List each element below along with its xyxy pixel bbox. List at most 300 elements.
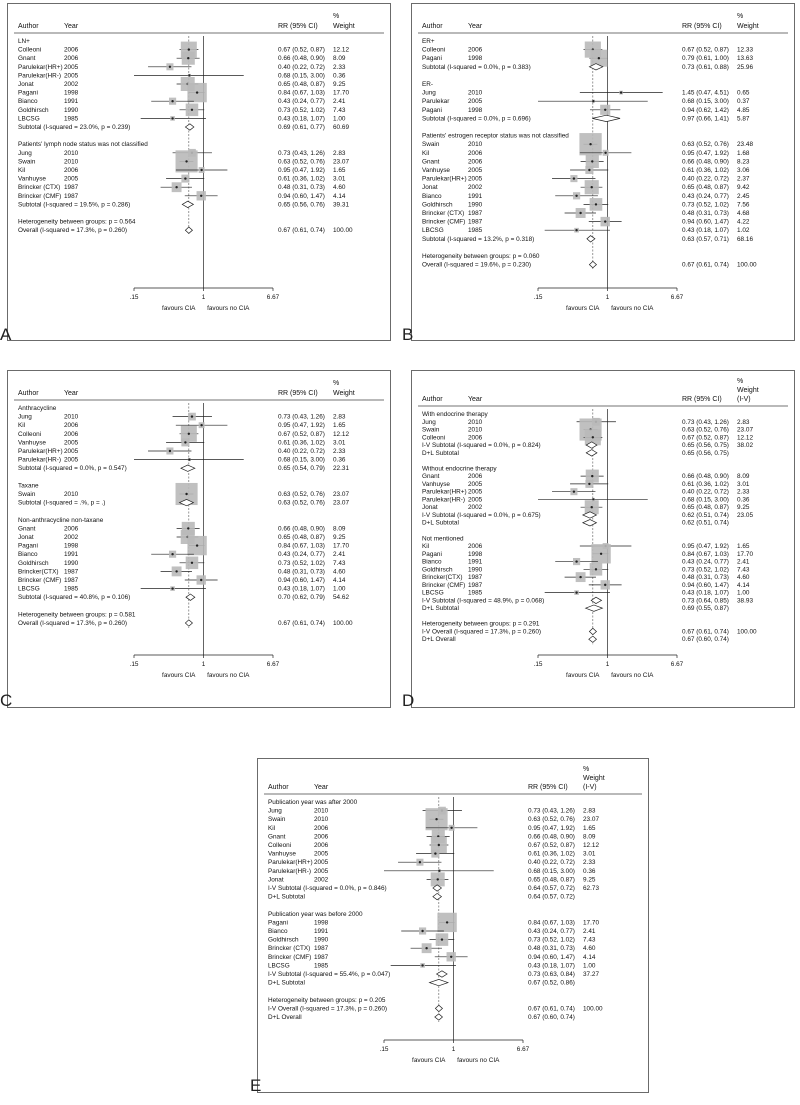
study-weight: 8.09 <box>583 833 596 841</box>
study-row <box>18 566 346 576</box>
study-weight: 9.42 <box>737 184 750 192</box>
study-year: 1987 <box>64 577 79 584</box>
study-year: 1991 <box>468 558 483 566</box>
study-year: 2005 <box>468 488 483 496</box>
point-estimate <box>604 220 606 222</box>
study-year: 2002 <box>468 504 483 512</box>
study-row <box>422 198 750 211</box>
subtotal-row <box>422 512 753 519</box>
study-weight: 9.25 <box>333 81 346 88</box>
study-author: Parulekar(HR-) <box>422 496 465 504</box>
subtotal-row <box>18 124 349 131</box>
study-rr: 0.73 (0.52, 1.02) <box>682 201 729 209</box>
overall-rr: 0.67 (0.60, 0.74) <box>528 1014 575 1021</box>
study-weight: 23.07 <box>583 816 599 824</box>
study-row <box>18 447 346 455</box>
study-row <box>268 962 596 969</box>
point-estimate <box>573 490 575 492</box>
study-weight: 2.33 <box>737 488 750 496</box>
study-rr: 0.40 (0.22, 0.72) <box>278 63 325 71</box>
study-author: Brincker (CTX) <box>422 210 465 217</box>
study-author: Colleoni <box>422 46 446 54</box>
header-author: Author <box>268 784 289 791</box>
study-weight: 1.00 <box>333 115 346 123</box>
study-weight: 12.12 <box>333 430 349 438</box>
study-author: Brincker (CMF) <box>422 218 466 226</box>
study-weight: 2.41 <box>333 551 346 559</box>
point-estimate <box>592 100 594 102</box>
subtotal-label: I-V Subtotal (I-squared = 0.0%, p = 0.675) <box>422 511 541 519</box>
subtotal-label: D+L Subtotal <box>422 519 459 527</box>
study-author: Parulekar(HR-) <box>268 867 311 875</box>
header-year: Year <box>314 784 329 791</box>
study-rr: 0.65 (0.48, 0.87) <box>528 876 575 884</box>
study-author: LBCSG <box>18 115 40 123</box>
x-axis <box>130 288 280 312</box>
study-author: Goldhirsch <box>18 106 49 114</box>
study-author: Jung <box>422 418 436 426</box>
overall-rr: 0.67 (0.60, 0.74) <box>682 636 729 644</box>
point-estimate <box>450 827 452 829</box>
subtotal-rr: 0.64 (0.57, 0.72) <box>528 893 575 901</box>
study-year: 2005 <box>314 859 329 867</box>
study-year: 2010 <box>468 418 483 426</box>
study-year: 2002 <box>468 184 483 192</box>
study-year: 2005 <box>64 175 79 183</box>
study-weight: 1.65 <box>333 167 346 174</box>
overall-row <box>422 636 729 643</box>
group-row <box>18 405 57 412</box>
group-row <box>422 411 489 418</box>
summary-diamond <box>435 1014 443 1020</box>
study-rr: 0.73 (0.43, 1.26) <box>682 418 729 426</box>
study-weight: 2.83 <box>333 413 346 421</box>
group-label: Without endocrine therapy <box>422 465 497 473</box>
study-rr: 0.63 (0.52, 0.76) <box>528 816 575 824</box>
subtotal-rr: 0.62 (0.51, 0.74) <box>682 519 729 527</box>
subtotal-row <box>268 971 599 978</box>
study-weight: 4.68 <box>737 210 750 217</box>
study-author: LBCSG <box>422 589 444 597</box>
study-rr: 0.43 (0.24, 0.77) <box>682 192 729 200</box>
summary-diamond <box>589 636 597 642</box>
study-rr: 0.84 (0.67, 1.03) <box>278 89 325 97</box>
subtotal-weight: 39.31 <box>333 201 349 209</box>
x-tick-label: 1 <box>201 294 206 301</box>
study-row <box>422 558 750 566</box>
study-author: Pagani <box>422 550 442 558</box>
group-row <box>18 482 39 489</box>
subtotal-weight: 5.87 <box>737 115 750 123</box>
study-year: 2006 <box>314 842 329 849</box>
study-rr: 0.73 (0.52, 1.02) <box>682 566 729 574</box>
study-year: 2005 <box>468 175 483 183</box>
study-author: LBCSG <box>422 227 444 235</box>
study-author: Bianco <box>268 928 288 935</box>
point-estimate <box>185 493 187 495</box>
study-row <box>422 572 750 582</box>
study-rr: 0.43 (0.24, 0.77) <box>278 98 325 106</box>
study-weight: 1.00 <box>583 962 596 970</box>
study-weight: 8.09 <box>737 473 750 481</box>
point-estimate <box>169 450 171 452</box>
study-year: 1991 <box>468 192 483 200</box>
x-tick-label: .15 <box>533 294 543 301</box>
study-weight: 0.36 <box>583 867 596 875</box>
study-rr: 0.79 (0.61, 1.00) <box>682 55 729 63</box>
study-author: Parulekar(HR+) <box>18 448 63 455</box>
favours-left-label: favours CIA <box>566 305 600 312</box>
study-rr: 0.43 (0.18, 1.07) <box>682 227 729 235</box>
subtotal-label: I-V Subtotal (I-squared = 48.9%, p = 0.068) <box>422 597 545 605</box>
point-estimate <box>620 91 622 93</box>
header-rr: RR (95% CI) <box>528 784 568 791</box>
overall-label: I-V Overall (I-squared = 17.3%, p = 0.260) <box>422 628 541 636</box>
study-author: Brincker (CTX) <box>268 945 311 953</box>
study-year: 2010 <box>468 426 483 434</box>
study-rr: 0.94 (0.60, 1.47) <box>278 577 325 584</box>
subtotal-rr: 0.65 (0.56, 0.75) <box>682 449 729 457</box>
group-row <box>422 81 433 88</box>
study-year: 2005 <box>64 439 79 447</box>
study-weight: 7.43 <box>333 559 346 567</box>
study-author: Vanhuyse <box>18 175 46 183</box>
study-rr: 0.73 (0.43, 1.26) <box>528 807 575 815</box>
point-estimate <box>588 169 590 171</box>
panel-frame <box>7 3 391 341</box>
study-author: Bianco <box>422 558 442 566</box>
study-author: Parulekar(HR+) <box>268 859 313 867</box>
summary-diamond <box>186 594 195 600</box>
heterogeneity-label: Heterogeneity between groups: p = 0.564 <box>18 218 136 226</box>
overall-label: D+L Overall <box>422 636 456 644</box>
subtotal-rr: 0.73 (0.61, 0.88) <box>682 63 729 71</box>
header-rr: RR (95% CI) <box>278 23 318 30</box>
study-weight: 4.85 <box>737 106 750 114</box>
subtotal-weight: 23.05 <box>737 511 753 519</box>
point-estimate <box>171 117 173 119</box>
study-weight: 7.56 <box>737 201 750 209</box>
study-year: 1987 <box>314 953 329 961</box>
point-estimate <box>191 415 193 417</box>
study-author: Brincker(CTX) <box>422 574 463 582</box>
study-weight: 3.01 <box>333 439 346 447</box>
study-author: Jonat <box>422 504 438 512</box>
point-estimate <box>200 169 202 171</box>
study-year: 2006 <box>468 473 483 481</box>
forest-panel-e <box>257 758 649 1093</box>
study-rr: 0.66 (0.48, 0.90) <box>682 158 729 166</box>
study-rr: 0.65 (0.48, 0.87) <box>682 504 729 512</box>
group-row <box>18 141 148 148</box>
overall-row <box>422 628 757 635</box>
study-weight: 8.09 <box>333 55 346 63</box>
overall-label: Overall (I-squared = 17.3%, p = 0.260) <box>18 227 128 235</box>
x-axis <box>380 1040 530 1064</box>
study-rr: 0.68 (0.15, 3.00) <box>528 867 575 875</box>
study-row <box>18 191 346 200</box>
study-weight: 17.70 <box>737 550 753 558</box>
group-label: Patients' estrogen receptor status was not classified <box>422 132 569 140</box>
header-weight: Weight <box>333 23 355 30</box>
study-row <box>18 557 346 570</box>
study-weight: 1.65 <box>583 824 596 832</box>
x-tick-label: .15 <box>533 661 543 668</box>
subtotal-label: Subtotal (I-squared = 19.5%, p = 0.286) <box>18 201 131 209</box>
study-rr: 0.40 (0.22, 0.72) <box>278 448 325 455</box>
study-row <box>268 927 596 935</box>
study-year: 2006 <box>468 543 483 551</box>
study-author: Jung <box>422 89 436 97</box>
study-year: 2005 <box>64 448 79 455</box>
study-row <box>422 166 750 174</box>
study-year: 2010 <box>468 89 483 97</box>
study-year: 2006 <box>64 167 79 174</box>
study-weight: 2.37 <box>737 175 750 183</box>
subtotal-rr: 0.64 (0.57, 0.72) <box>528 885 575 892</box>
group-row <box>422 535 464 542</box>
favours-right-label: favours no CIA <box>457 1057 500 1064</box>
point-estimate <box>592 436 594 438</box>
study-row <box>422 105 750 115</box>
study-rr: 0.43 (0.18, 1.07) <box>528 962 575 970</box>
study-weight: 23.07 <box>333 158 349 166</box>
x-tick-label: 6.67 <box>670 294 684 301</box>
study-author: Pagani <box>18 542 38 550</box>
point-estimate <box>591 160 593 162</box>
forest-plot-svg <box>412 4 794 340</box>
study-rr: 0.48 (0.31, 0.73) <box>682 210 729 217</box>
forest-plot-svg <box>258 759 648 1092</box>
study-weight: 3.01 <box>583 850 596 858</box>
study-rr: 0.67 (0.52, 0.87) <box>682 46 729 54</box>
subtotal-label: Subtotal (I-squared = .%, p = .) <box>18 499 106 507</box>
x-tick-label: 6.67 <box>516 1046 530 1053</box>
subtotal-row <box>268 979 575 986</box>
study-year: 2005 <box>64 63 79 71</box>
study-year: 2006 <box>314 833 329 841</box>
point-estimate <box>575 195 577 197</box>
overall-weight: 100.00 <box>737 628 757 636</box>
study-year: 2010 <box>314 807 329 815</box>
group-label: ER+ <box>422 38 435 45</box>
forest-panel-a <box>7 3 391 341</box>
study-year: 1987 <box>314 945 329 953</box>
study-author: Jonat <box>18 534 34 541</box>
forest-plot-svg <box>8 371 390 707</box>
study-year: 1987 <box>64 184 79 192</box>
x-tick-label: 6.67 <box>670 661 684 668</box>
study-author: Parulekar <box>422 98 450 106</box>
subtotal-label: D+L Subtotal <box>268 893 305 901</box>
header-year: Year <box>468 23 483 30</box>
summary-diamond <box>435 1005 442 1011</box>
study-rr: 0.43 (0.18, 1.07) <box>278 585 325 593</box>
study-weight: 1.65 <box>333 422 346 430</box>
point-estimate <box>191 562 193 564</box>
subtotal-row <box>18 465 349 472</box>
point-estimate <box>434 852 436 854</box>
point-estimate <box>188 74 190 76</box>
study-author: Goldhirsch <box>422 566 453 574</box>
subtotal-rr: 0.70 (0.62, 0.79) <box>278 594 325 602</box>
forest-panel-c <box>7 370 391 708</box>
summary-diamond <box>430 979 448 985</box>
study-author: Pagani <box>18 89 38 97</box>
study-weight: 2.83 <box>737 418 750 426</box>
heterogeneity-label: Heterogeneity between groups: p = 0.291 <box>422 620 540 628</box>
subtotal-weight: 37.27 <box>583 971 599 978</box>
subtotal-rr: 0.63 (0.57, 0.71) <box>682 235 729 243</box>
subtotal-rr: 0.62 (0.51, 0.74) <box>682 511 729 519</box>
subtotal-row <box>422 520 729 527</box>
study-author: Pagani <box>422 55 442 63</box>
study-weight: 7.43 <box>333 106 346 114</box>
point-estimate <box>187 57 189 59</box>
subtotal-weight: 62.73 <box>583 885 599 892</box>
study-rr: 0.65 (0.48, 0.87) <box>278 534 325 541</box>
subtotal-rr: 0.73 (0.64, 0.85) <box>682 597 729 605</box>
point-estimate <box>595 568 597 570</box>
study-weight: 17.70 <box>333 542 349 550</box>
study-year: 2010 <box>64 158 79 166</box>
study-author: Jung <box>18 413 32 421</box>
study-author: Goldhirsch <box>18 559 49 567</box>
subtotal-label: D+L Subtotal <box>422 449 459 457</box>
favours-right-label: favours no CIA <box>207 672 250 679</box>
summary-diamond <box>587 236 595 242</box>
study-year: 2005 <box>314 850 329 858</box>
study-weight: 4.60 <box>333 568 346 576</box>
x-tick-label: 1 <box>451 1046 456 1053</box>
study-rr: 0.67 (0.52, 0.87) <box>278 430 325 438</box>
point-estimate <box>171 553 173 555</box>
point-estimate <box>200 579 202 581</box>
favours-left-label: favours CIA <box>162 305 196 312</box>
study-year: 2006 <box>468 158 483 166</box>
study-rr: 0.68 (0.15, 3.00) <box>278 456 325 464</box>
study-weight: 0.36 <box>333 72 346 80</box>
study-author: Bianco <box>422 192 442 200</box>
study-author: Bianco <box>18 98 38 106</box>
study-author: Jonat <box>422 184 438 192</box>
header-weight-iv: (I-V) <box>583 784 597 791</box>
study-year: 1998 <box>468 106 483 114</box>
subtotal-label: Subtotal (I-squared = 0.0%, p = 0.547) <box>18 465 127 473</box>
study-year: 2005 <box>468 496 483 504</box>
study-year: 1990 <box>314 936 329 944</box>
x-tick-label: 1 <box>605 294 610 301</box>
point-estimate <box>184 177 186 179</box>
study-row <box>422 98 750 105</box>
study-author: Pagani <box>268 919 288 927</box>
study-weight: 2.33 <box>333 448 346 455</box>
group-row <box>18 38 30 45</box>
point-estimate <box>589 143 591 145</box>
study-rr: 0.63 (0.52, 0.76) <box>682 426 729 434</box>
study-row <box>18 52 346 65</box>
study-author: Jung <box>268 807 282 815</box>
subtotal-label: Subtotal (I-squared = 40.8%, p = 0.106) <box>18 594 131 602</box>
header-year: Year <box>64 390 79 397</box>
study-author: Swain <box>268 816 286 824</box>
summary-diamond <box>185 124 194 130</box>
study-year: 1985 <box>64 585 79 593</box>
study-rr: 0.95 (0.47, 1.92) <box>278 167 325 174</box>
heterogeneity-label: Heterogeneity between groups: p = 0.205 <box>268 996 386 1004</box>
point-estimate <box>171 587 173 589</box>
overall-row <box>18 227 353 234</box>
summary-diamond <box>437 971 448 977</box>
overall-weight: 100.00 <box>583 1005 603 1013</box>
study-rr: 0.73 (0.43, 1.26) <box>278 149 325 157</box>
study-year: 1987 <box>468 574 483 582</box>
study-author: Swain <box>18 491 36 498</box>
header-author: Author <box>422 396 443 403</box>
study-year: 1987 <box>64 192 79 200</box>
summary-diamond <box>586 450 597 456</box>
subtotal-row <box>422 115 750 122</box>
study-author: Colleoni <box>18 430 42 438</box>
study-rr: 0.43 (0.24, 0.77) <box>682 558 729 566</box>
study-author: Parulekar(HR+) <box>422 488 467 496</box>
study-rr: 0.84 (0.67, 1.03) <box>682 550 729 558</box>
group-label: LN+ <box>18 38 30 45</box>
point-estimate <box>169 66 171 68</box>
study-rr: 0.40 (0.22, 0.72) <box>682 488 729 496</box>
study-weight: 2.41 <box>333 98 346 106</box>
point-estimate <box>591 506 593 508</box>
study-year: 2005 <box>468 98 483 106</box>
study-rr: 0.84 (0.67, 1.03) <box>278 542 325 550</box>
study-year: 2002 <box>64 534 79 541</box>
subtotal-rr: 0.97 (0.66, 1.41) <box>682 115 729 123</box>
study-year: 2005 <box>468 167 483 174</box>
study-weight: 0.36 <box>333 456 346 464</box>
panel-frame <box>411 3 795 341</box>
study-author: Parulekar(HR-) <box>18 456 61 464</box>
study-row <box>422 590 750 597</box>
point-estimate <box>450 956 452 958</box>
study-year: 2010 <box>64 491 79 498</box>
panel-letter: A <box>0 325 12 344</box>
study-year: 1998 <box>468 55 483 63</box>
study-rr: 0.68 (0.15, 3.00) <box>682 98 729 106</box>
study-rr: 0.68 (0.15, 3.00) <box>682 496 729 504</box>
study-weight: 4.60 <box>737 574 750 582</box>
study-weight: 8.09 <box>333 525 346 533</box>
study-year: 2005 <box>64 72 79 80</box>
point-estimate <box>196 544 198 546</box>
point-estimate <box>438 844 440 846</box>
study-row <box>268 850 596 858</box>
study-year: 1985 <box>314 962 329 970</box>
table-header <box>18 380 355 397</box>
study-rr: 0.48 (0.31, 0.73) <box>278 184 325 192</box>
subtotal-row <box>18 499 349 506</box>
study-year: 2010 <box>468 141 483 149</box>
study-rr: 0.66 (0.48, 0.90) <box>682 473 729 481</box>
study-rr: 0.61 (0.36, 1.02) <box>528 850 575 858</box>
x-tick-label: .15 <box>379 1046 389 1053</box>
study-weight: 1.00 <box>737 589 750 597</box>
study-rr: 0.67 (0.52, 0.87) <box>682 434 729 442</box>
header-rr: RR (95% CI) <box>682 396 722 403</box>
forest-panel-d <box>411 370 795 708</box>
point-estimate <box>200 424 202 426</box>
point-estimate <box>446 921 448 923</box>
panel-letter: C <box>0 691 13 710</box>
